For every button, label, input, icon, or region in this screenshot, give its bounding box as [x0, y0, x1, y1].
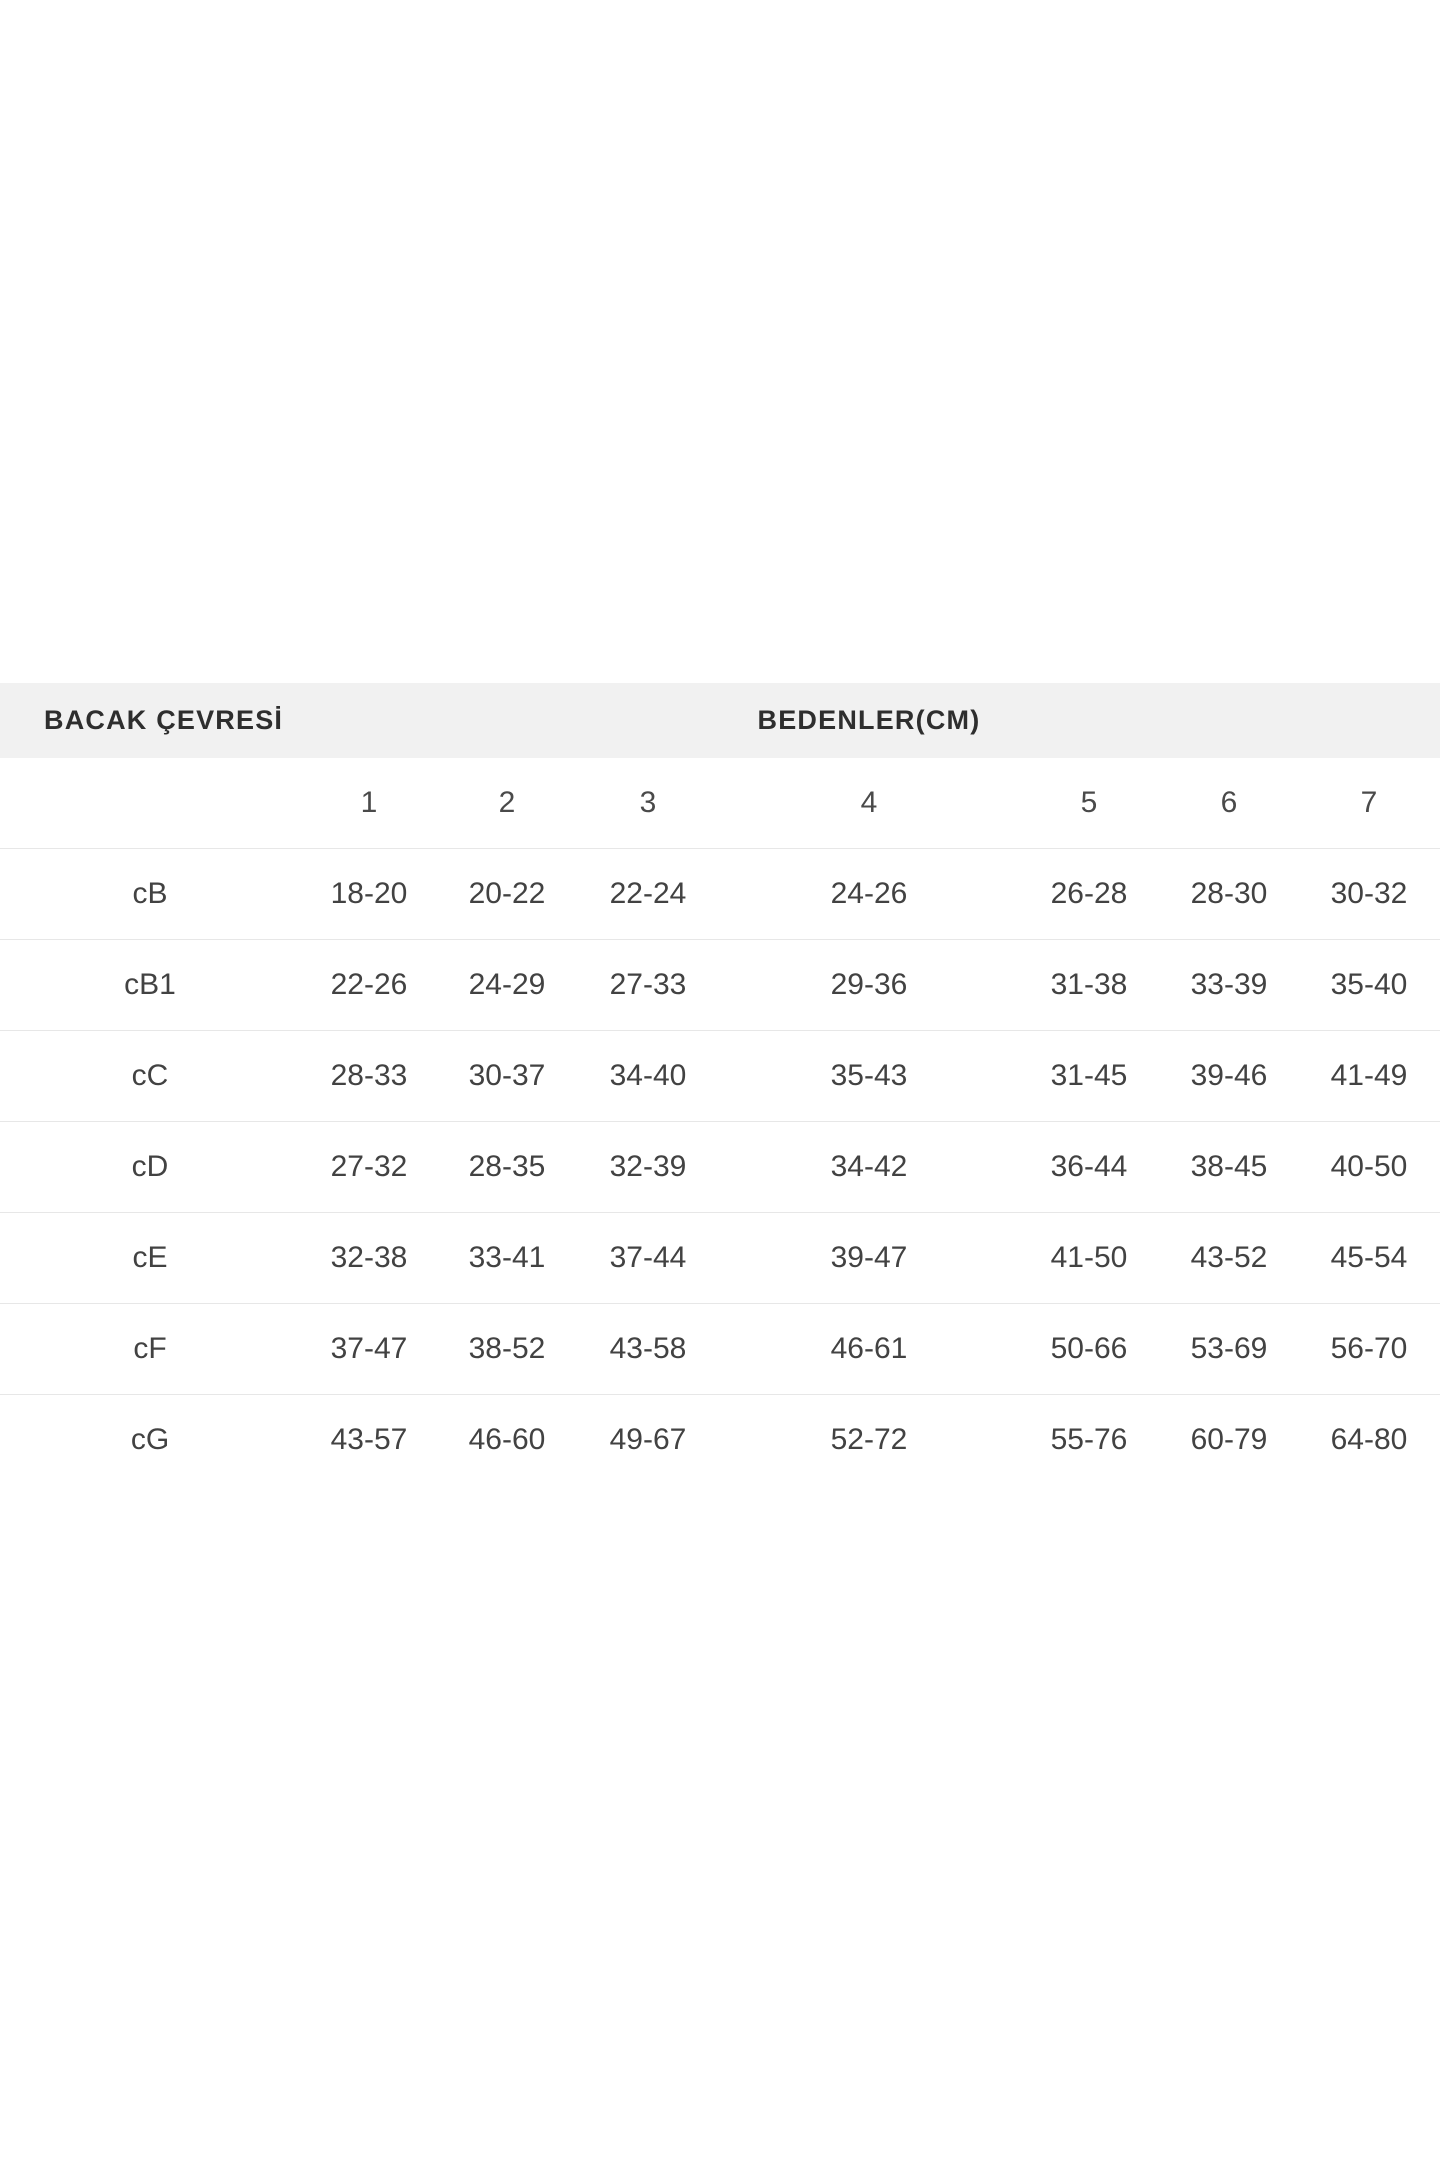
- size-chart-section: [0, 683, 1440, 1485]
- table-row-cB: [0, 848, 1440, 939]
- cell-value: 34-40: [576, 1030, 720, 1121]
- cell-value: 52-72: [720, 1394, 1018, 1485]
- cell-value: 36-44: [1018, 1121, 1160, 1212]
- cell-value: 49-67: [576, 1394, 720, 1485]
- cell-value: 31-38: [1018, 939, 1160, 1030]
- cell-value: 33-39: [1160, 939, 1298, 1030]
- cell-value: 28-30: [1160, 848, 1298, 939]
- cell-value: 35-40: [1298, 939, 1440, 1030]
- cell-value: 41-49: [1298, 1030, 1440, 1121]
- cell-value: 26-28: [1018, 848, 1160, 939]
- cell-value: 29-36: [720, 939, 1018, 1030]
- table-header-band: [0, 683, 1440, 758]
- cell-value: 40-50: [1298, 1121, 1440, 1212]
- row-label: cC: [0, 1030, 300, 1121]
- cell-value: 20-22: [438, 848, 576, 939]
- leg-circumference-header: BACAK ÇEVRESİ: [0, 683, 300, 758]
- spacer-cell: [1298, 683, 1440, 758]
- sizes-cm-header: BEDENLER(CM): [720, 683, 1018, 758]
- cell-value: 22-24: [576, 848, 720, 939]
- table-row-cF: [0, 1303, 1440, 1394]
- cell-value: 53-69: [1160, 1303, 1298, 1394]
- spacer-cell: [300, 683, 438, 758]
- row-label: cD: [0, 1121, 300, 1212]
- size-col-header-1: 1: [300, 758, 438, 848]
- cell-value: 24-29: [438, 939, 576, 1030]
- row-label: cB1: [0, 939, 300, 1030]
- cell-value: 27-33: [576, 939, 720, 1030]
- cell-value: 24-26: [720, 848, 1018, 939]
- spacer-cell: [576, 683, 720, 758]
- cell-value: 46-61: [720, 1303, 1018, 1394]
- size-chart-table: [0, 683, 1440, 1485]
- cell-value: 18-20: [300, 848, 438, 939]
- cell-value: 32-38: [300, 1212, 438, 1303]
- cell-value: 60-79: [1160, 1394, 1298, 1485]
- cell-value: 43-58: [576, 1303, 720, 1394]
- cell-value: 28-35: [438, 1121, 576, 1212]
- size-col-header-3: 3: [576, 758, 720, 848]
- spacer-cell: [1160, 683, 1298, 758]
- cell-value: 50-66: [1018, 1303, 1160, 1394]
- cell-value: 22-26: [300, 939, 438, 1030]
- cell-value: 37-44: [576, 1212, 720, 1303]
- cell-value: 38-45: [1160, 1121, 1298, 1212]
- row-label: cE: [0, 1212, 300, 1303]
- cell-value: 32-39: [576, 1121, 720, 1212]
- size-col-header-2: 2: [438, 758, 576, 848]
- table-row-cC: [0, 1030, 1440, 1121]
- cell-value: 55-76: [1018, 1394, 1160, 1485]
- cell-value: 33-41: [438, 1212, 576, 1303]
- table-row-cG: [0, 1394, 1440, 1485]
- cell-value: 35-43: [720, 1030, 1018, 1121]
- size-number-row: [0, 758, 1440, 848]
- size-col-header-7: 7: [1298, 758, 1440, 848]
- table-row-cB1: [0, 939, 1440, 1030]
- cell-value: 30-37: [438, 1030, 576, 1121]
- cell-value: 27-32: [300, 1121, 438, 1212]
- cell-value: 45-54: [1298, 1212, 1440, 1303]
- table-row-cD: [0, 1121, 1440, 1212]
- cell-value: 56-70: [1298, 1303, 1440, 1394]
- cell-value: 30-32: [1298, 848, 1440, 939]
- row-label: cG: [0, 1394, 300, 1485]
- spacer-cell: [0, 758, 300, 848]
- cell-value: 38-52: [438, 1303, 576, 1394]
- table-row-cE: [0, 1212, 1440, 1303]
- cell-value: 41-50: [1018, 1212, 1160, 1303]
- cell-value: 64-80: [1298, 1394, 1440, 1485]
- size-col-header-4: 4: [720, 758, 1018, 848]
- row-label: cB: [0, 848, 300, 939]
- size-col-header-6: 6: [1160, 758, 1298, 848]
- cell-value: 39-46: [1160, 1030, 1298, 1121]
- cell-value: 43-57: [300, 1394, 438, 1485]
- cell-value: 28-33: [300, 1030, 438, 1121]
- cell-value: 37-47: [300, 1303, 438, 1394]
- cell-value: 31-45: [1018, 1030, 1160, 1121]
- cell-value: 34-42: [720, 1121, 1018, 1212]
- cell-value: 43-52: [1160, 1212, 1298, 1303]
- spacer-cell: [1018, 683, 1160, 758]
- size-col-header-5: 5: [1018, 758, 1160, 848]
- cell-value: 46-60: [438, 1394, 576, 1485]
- cell-value: 39-47: [720, 1212, 1018, 1303]
- spacer-cell: [438, 683, 576, 758]
- row-label: cF: [0, 1303, 300, 1394]
